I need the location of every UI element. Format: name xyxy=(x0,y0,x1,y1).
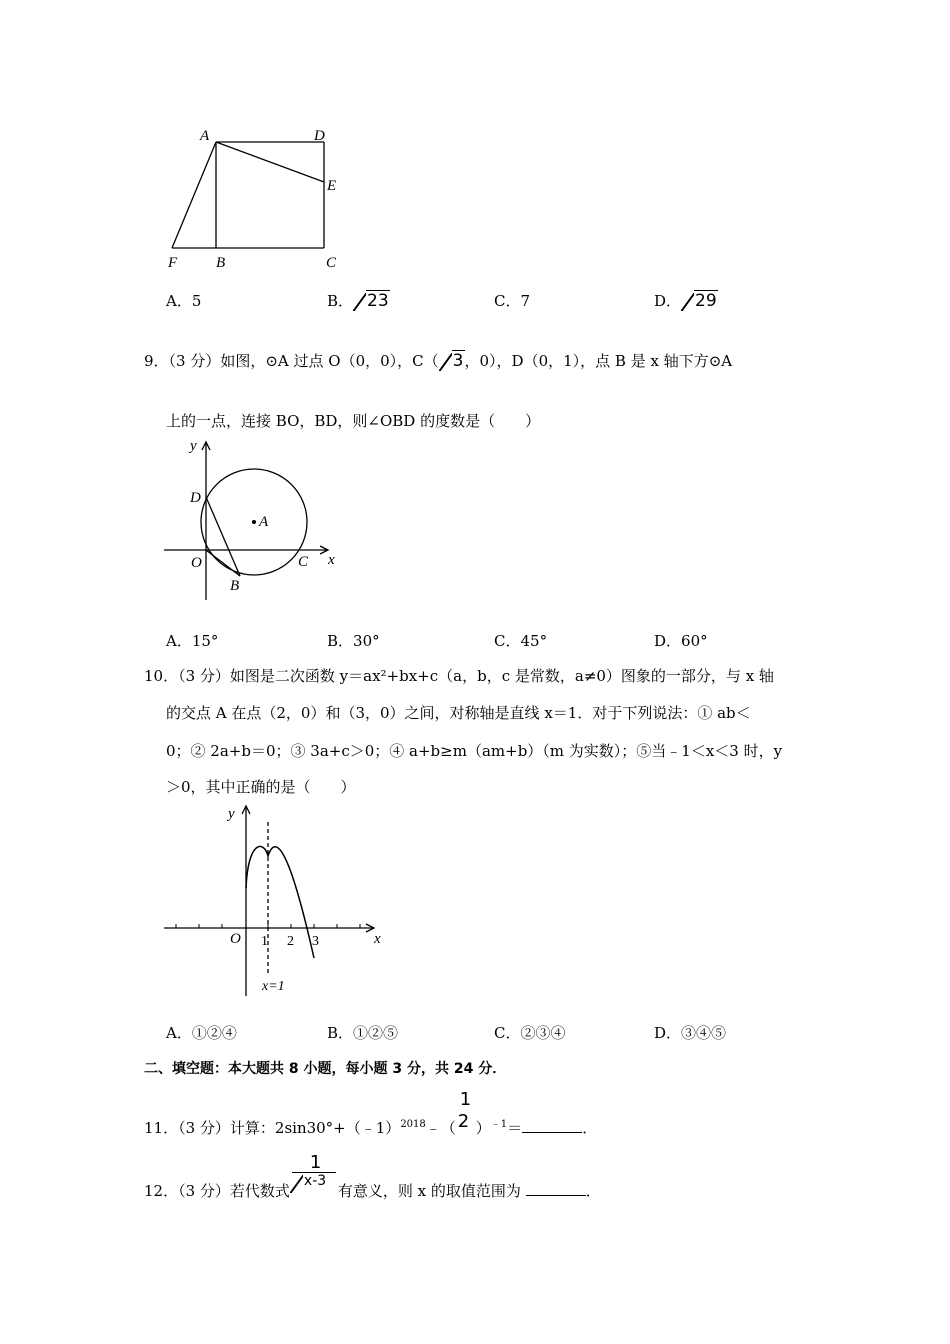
q10-figure xyxy=(160,800,400,1002)
q12-tail: 有意义，则 x 的取值范围为 xyxy=(337,1182,521,1200)
q8-label-A: A xyxy=(200,128,210,144)
q10-line3: 0；② 2a+b＝0；③ 3a+c＞0；④ a+b≥m（am+b）（m 为实数）；⑤当﹣1＜x＜3 时，y xyxy=(166,742,783,760)
q9-score: （3 分）如图， xyxy=(168,352,266,370)
q10-option-a[interactable]: A．①②④ xyxy=(166,1024,237,1042)
q9-option-b[interactable]: B．30° xyxy=(327,632,380,650)
q9-text2: ，0），D（0，1），点 B 是 x 轴下方⊙A xyxy=(464,352,733,370)
q9-text1: ⊙A 过点 O（0，0），C（ xyxy=(265,352,439,370)
q8-label-F: F xyxy=(168,255,178,271)
q11-exp2: ﹣1 xyxy=(490,1119,508,1130)
q8-option-a[interactable]: A．5 xyxy=(166,292,202,310)
q12-prefix: 12．（3 分）若代数式 xyxy=(144,1182,290,1200)
q8-option-b-label: B． xyxy=(327,292,354,310)
q11-fraction xyxy=(456,1089,476,1133)
q11-tail: ＝ xyxy=(507,1119,523,1137)
q9-option-d[interactable]: D．60° xyxy=(654,632,708,650)
q11-den: 2 xyxy=(457,1111,470,1132)
q10-label-3: 3 xyxy=(312,934,319,949)
q9-label-x: x xyxy=(328,552,335,568)
q11-exp: 2018 xyxy=(400,1119,426,1130)
q9-label-O: O xyxy=(191,555,202,571)
q8-label-E: E xyxy=(327,178,337,194)
q8-option-d-sqrt: 29 xyxy=(681,291,718,311)
q11-mid: ﹣（ xyxy=(425,1119,456,1137)
q12-end: ． xyxy=(585,1182,601,1200)
q9-label-B: B xyxy=(230,578,240,594)
q9-label-C: C xyxy=(298,554,309,570)
q9-option-a[interactable]: A．15° xyxy=(166,632,219,650)
q10-line2: 的交点 A 在点（2，0）和（3，0）之间，对称轴是直线 x＝1．对于下列说法：① ab＜ xyxy=(166,704,751,722)
q9-sqrt: 3 xyxy=(439,351,465,371)
q10-line1: 10．（3 分）如图是二次函数 y＝ax²+bx+c（a，b，c 是常数，a≠0）图象的一部分，与 x 轴 xyxy=(144,667,774,685)
q11-num: 1 xyxy=(459,1089,472,1110)
q11-answer-blank[interactable] xyxy=(522,1118,582,1133)
q11-prefix: 11．（3 分）计算：2sin30°+（﹣1） xyxy=(144,1119,401,1137)
q8-label-B: B xyxy=(216,255,226,271)
q9-label-A: A xyxy=(259,514,269,530)
q9-number: 9． xyxy=(144,352,169,370)
q10-option-c[interactable]: C．②③④ xyxy=(494,1024,566,1042)
q12-num: 1 xyxy=(309,1152,322,1173)
q10-label-1: 1 xyxy=(261,934,268,949)
q8-option-c[interactable]: C．7 xyxy=(494,292,531,310)
q9-figure xyxy=(160,434,350,604)
q9-label-D: D xyxy=(190,490,201,506)
q9-label-y: y xyxy=(190,438,197,454)
q8-option-b[interactable] xyxy=(327,290,390,311)
q8-option-b-sqrt: 23 xyxy=(353,291,390,311)
q11-line xyxy=(144,1089,598,1138)
q8-label-D: D xyxy=(314,128,325,144)
q10-option-d[interactable]: D．③④⑤ xyxy=(654,1024,727,1042)
q9-line2: 上的一点，连接 BO，BD，则∠OBD 的度数是（ ） xyxy=(166,412,541,430)
section-2-heading: 二、填空题：本大题共 8 小题，每小题 3 分，共 24 分． xyxy=(144,1061,507,1077)
q12-sqrt: x-3 xyxy=(290,1173,327,1189)
q10-option-b[interactable]: B．①②⑤ xyxy=(327,1024,399,1042)
q9-option-c[interactable]: C．45° xyxy=(494,632,548,650)
q12-line xyxy=(144,1152,601,1201)
q11-end: ． xyxy=(582,1119,598,1137)
q10-label-y: y xyxy=(228,806,235,822)
q10-label-axis: x=1 xyxy=(262,979,285,994)
q11-close: ） xyxy=(475,1119,491,1137)
q9-line1 xyxy=(144,350,732,371)
q8-option-d-label: D． xyxy=(654,292,682,310)
q10-line4: ＞0，其中正确的是（ ） xyxy=(166,778,356,796)
q8-option-d[interactable] xyxy=(654,290,718,311)
q12-fraction xyxy=(290,1152,338,1196)
q10-label-2: 2 xyxy=(287,934,294,949)
q8-figure xyxy=(160,122,350,272)
q10-label-x: x xyxy=(374,931,381,947)
q10-label-O: O xyxy=(230,931,241,947)
q12-answer-blank[interactable] xyxy=(526,1181,586,1196)
q8-label-C: C xyxy=(326,255,337,271)
